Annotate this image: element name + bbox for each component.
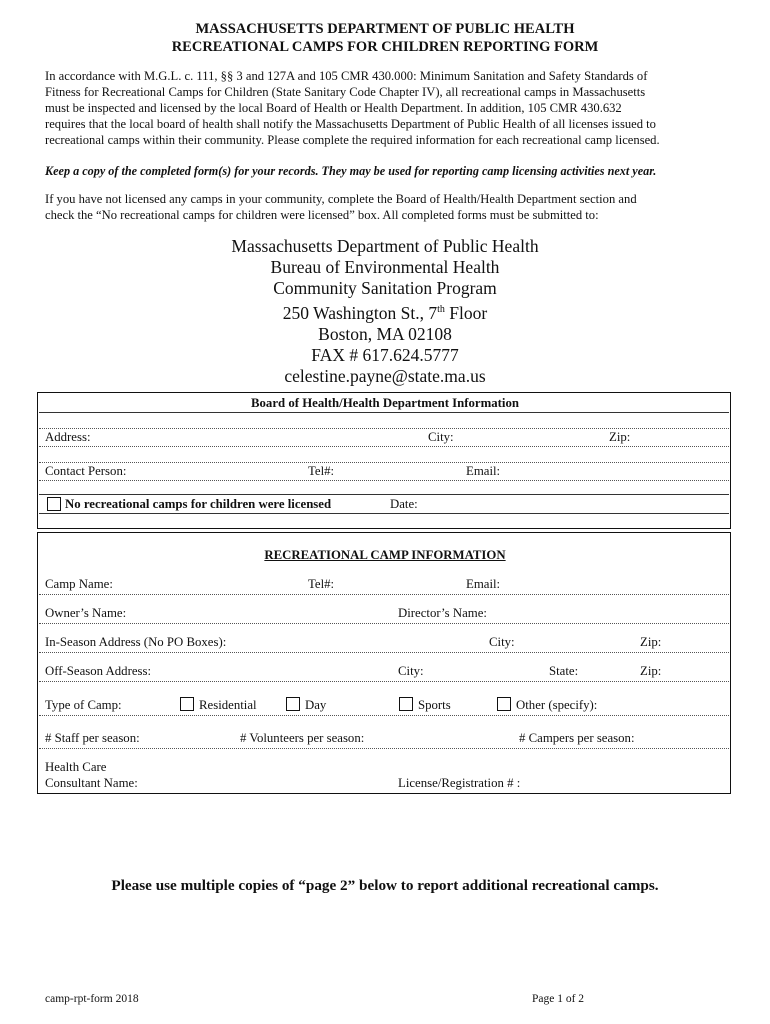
intro-line: must be inspected and licensed by the local Board of Health or Health Department. In addition, 105 CMR 430.632 — [45, 101, 622, 115]
multiple-copies-notice: Please use multiple copies of “page 2” below to report additional recreational camps. — [111, 877, 659, 894]
board-tel-label: Tel#: — [308, 464, 335, 478]
day-checkbox[interactable] — [286, 697, 300, 711]
off-season-address-field[interactable] — [39, 681, 729, 682]
health-care-label-line-1: Health Care — [45, 760, 107, 774]
type-of-camp-label: Type of Camp: — [45, 698, 122, 712]
intro-line: In accordance with M.G.L. c. 111, §§ 3 and 127A and 105 CMR 430.000: Minimum Sanitation and Safety Standards of — [45, 69, 648, 83]
board-address-field[interactable] — [39, 446, 729, 447]
staff-count-field[interactable] — [39, 748, 729, 749]
intro-line: requires that the local board of health shall notify the Massachusetts Department of Public Health of all licenses issued to — [45, 117, 656, 131]
instructions-paragraph — [45, 191, 725, 223]
divider — [39, 513, 729, 514]
intro-line: recreational camps within their community. Please complete the required information for each recreational camp licensed. — [45, 133, 660, 147]
other-checkbox[interactable] — [497, 697, 511, 711]
mailing-address — [0, 236, 770, 387]
in-season-zip-label: Zip: — [640, 635, 662, 649]
volunteers-per-season-label: # Volunteers per season: — [240, 731, 365, 745]
off-season-address-label: Off-Season Address: — [45, 664, 152, 678]
in-season-address-field[interactable] — [39, 652, 729, 653]
staff-per-season-label: # Staff per season: — [45, 731, 140, 745]
page-number: Page 1 of 2 — [532, 993, 585, 1005]
license-registration-label: License/Registration # : — [398, 776, 521, 790]
in-season-address-label: In-Season Address (No PO Boxes): — [45, 635, 227, 649]
intro-paragraph — [45, 68, 725, 148]
instructions-line: If you have not licensed any camps in your community, complete the Board of Health/Health Department section and — [45, 192, 637, 206]
in-season-city-label: City: — [489, 635, 515, 649]
no-camps-checkbox[interactable] — [47, 497, 61, 511]
sports-label: Sports — [418, 698, 451, 712]
residential-label: Residential — [199, 698, 257, 712]
address-line: FAX # 617.624.5777 — [311, 344, 459, 365]
form-id: camp-rpt-form 2018 — [45, 993, 139, 1005]
address-line: Community Sanitation Program — [273, 278, 497, 298]
camp-name-field[interactable] — [39, 594, 729, 595]
instructions-line: check the “No recreational camps for children were licensed” box. All completed forms must be submitted to: — [45, 208, 599, 222]
board-address-label: Address: — [45, 430, 91, 444]
intro-line: Fitness for Recreational Camps for Children (State Sanitary Code Chapter IV), all recreational camps in Massachusetts — [45, 85, 646, 99]
off-season-city-label: City: — [398, 664, 424, 678]
address-email: celestine.payne@state.ma.us — [284, 365, 486, 386]
address-line: Bureau of Environmental Health — [270, 257, 500, 277]
camp-email-label: Email: — [466, 577, 501, 591]
off-season-zip-label: Zip: — [640, 664, 662, 678]
board-city-label: City: — [428, 430, 454, 444]
day-label: Day — [305, 698, 327, 712]
divider — [39, 412, 729, 413]
divider — [39, 494, 729, 495]
board-date-label: Date: — [390, 497, 418, 511]
board-contact-field[interactable] — [39, 480, 729, 481]
board-contact-label: Contact Person: — [45, 464, 127, 478]
camp-section-heading: RECREATIONAL CAMP INFORMATION — [264, 548, 506, 562]
address-floor: Floor — [444, 302, 488, 323]
form-title-line-2: RECREATIONAL CAMPS FOR CHILDREN REPORTING FORM — [171, 39, 599, 55]
divider — [39, 428, 729, 429]
other-specify-label: Other (specify): — [516, 698, 598, 712]
campers-per-season-label: # Campers per season: — [519, 731, 635, 745]
board-section-heading: Board of Health/Health Department Information — [251, 396, 519, 410]
keep-copy-note: Keep a copy of the completed form(s) for your records. They may be used for reporting camp licensing activities next year. — [45, 164, 657, 178]
address-street: 250 Washington St., 7 — [282, 302, 438, 323]
board-zip-label: Zip: — [609, 430, 631, 444]
director-name-label: Director’s Name: — [398, 606, 487, 620]
sports-checkbox[interactable] — [399, 697, 413, 711]
off-season-state-label: State: — [549, 664, 579, 678]
address-line — [0, 299, 770, 324]
form-title-line-1: MASSACHUSETTS DEPARTMENT OF PUBLIC HEALTH — [195, 21, 575, 37]
address-line: Boston, MA 02108 — [318, 323, 452, 344]
camp-name-label: Camp Name: — [45, 577, 113, 591]
owner-name-label: Owner’s Name: — [45, 606, 127, 620]
owner-name-field[interactable] — [39, 623, 729, 624]
camp-tel-label: Tel#: — [308, 577, 335, 591]
address-floor-sup: th — [437, 304, 445, 315]
health-care-label-line-2: Consultant Name: — [45, 776, 138, 790]
board-email-label: Email: — [466, 464, 501, 478]
type-of-camp-field[interactable] — [39, 715, 729, 716]
residential-checkbox[interactable] — [180, 697, 194, 711]
camp-information-section — [37, 532, 731, 794]
no-camps-label: No recreational camps for children were licensed — [65, 497, 332, 511]
divider — [39, 462, 729, 463]
address-line: Massachusetts Department of Public Health — [231, 236, 539, 256]
